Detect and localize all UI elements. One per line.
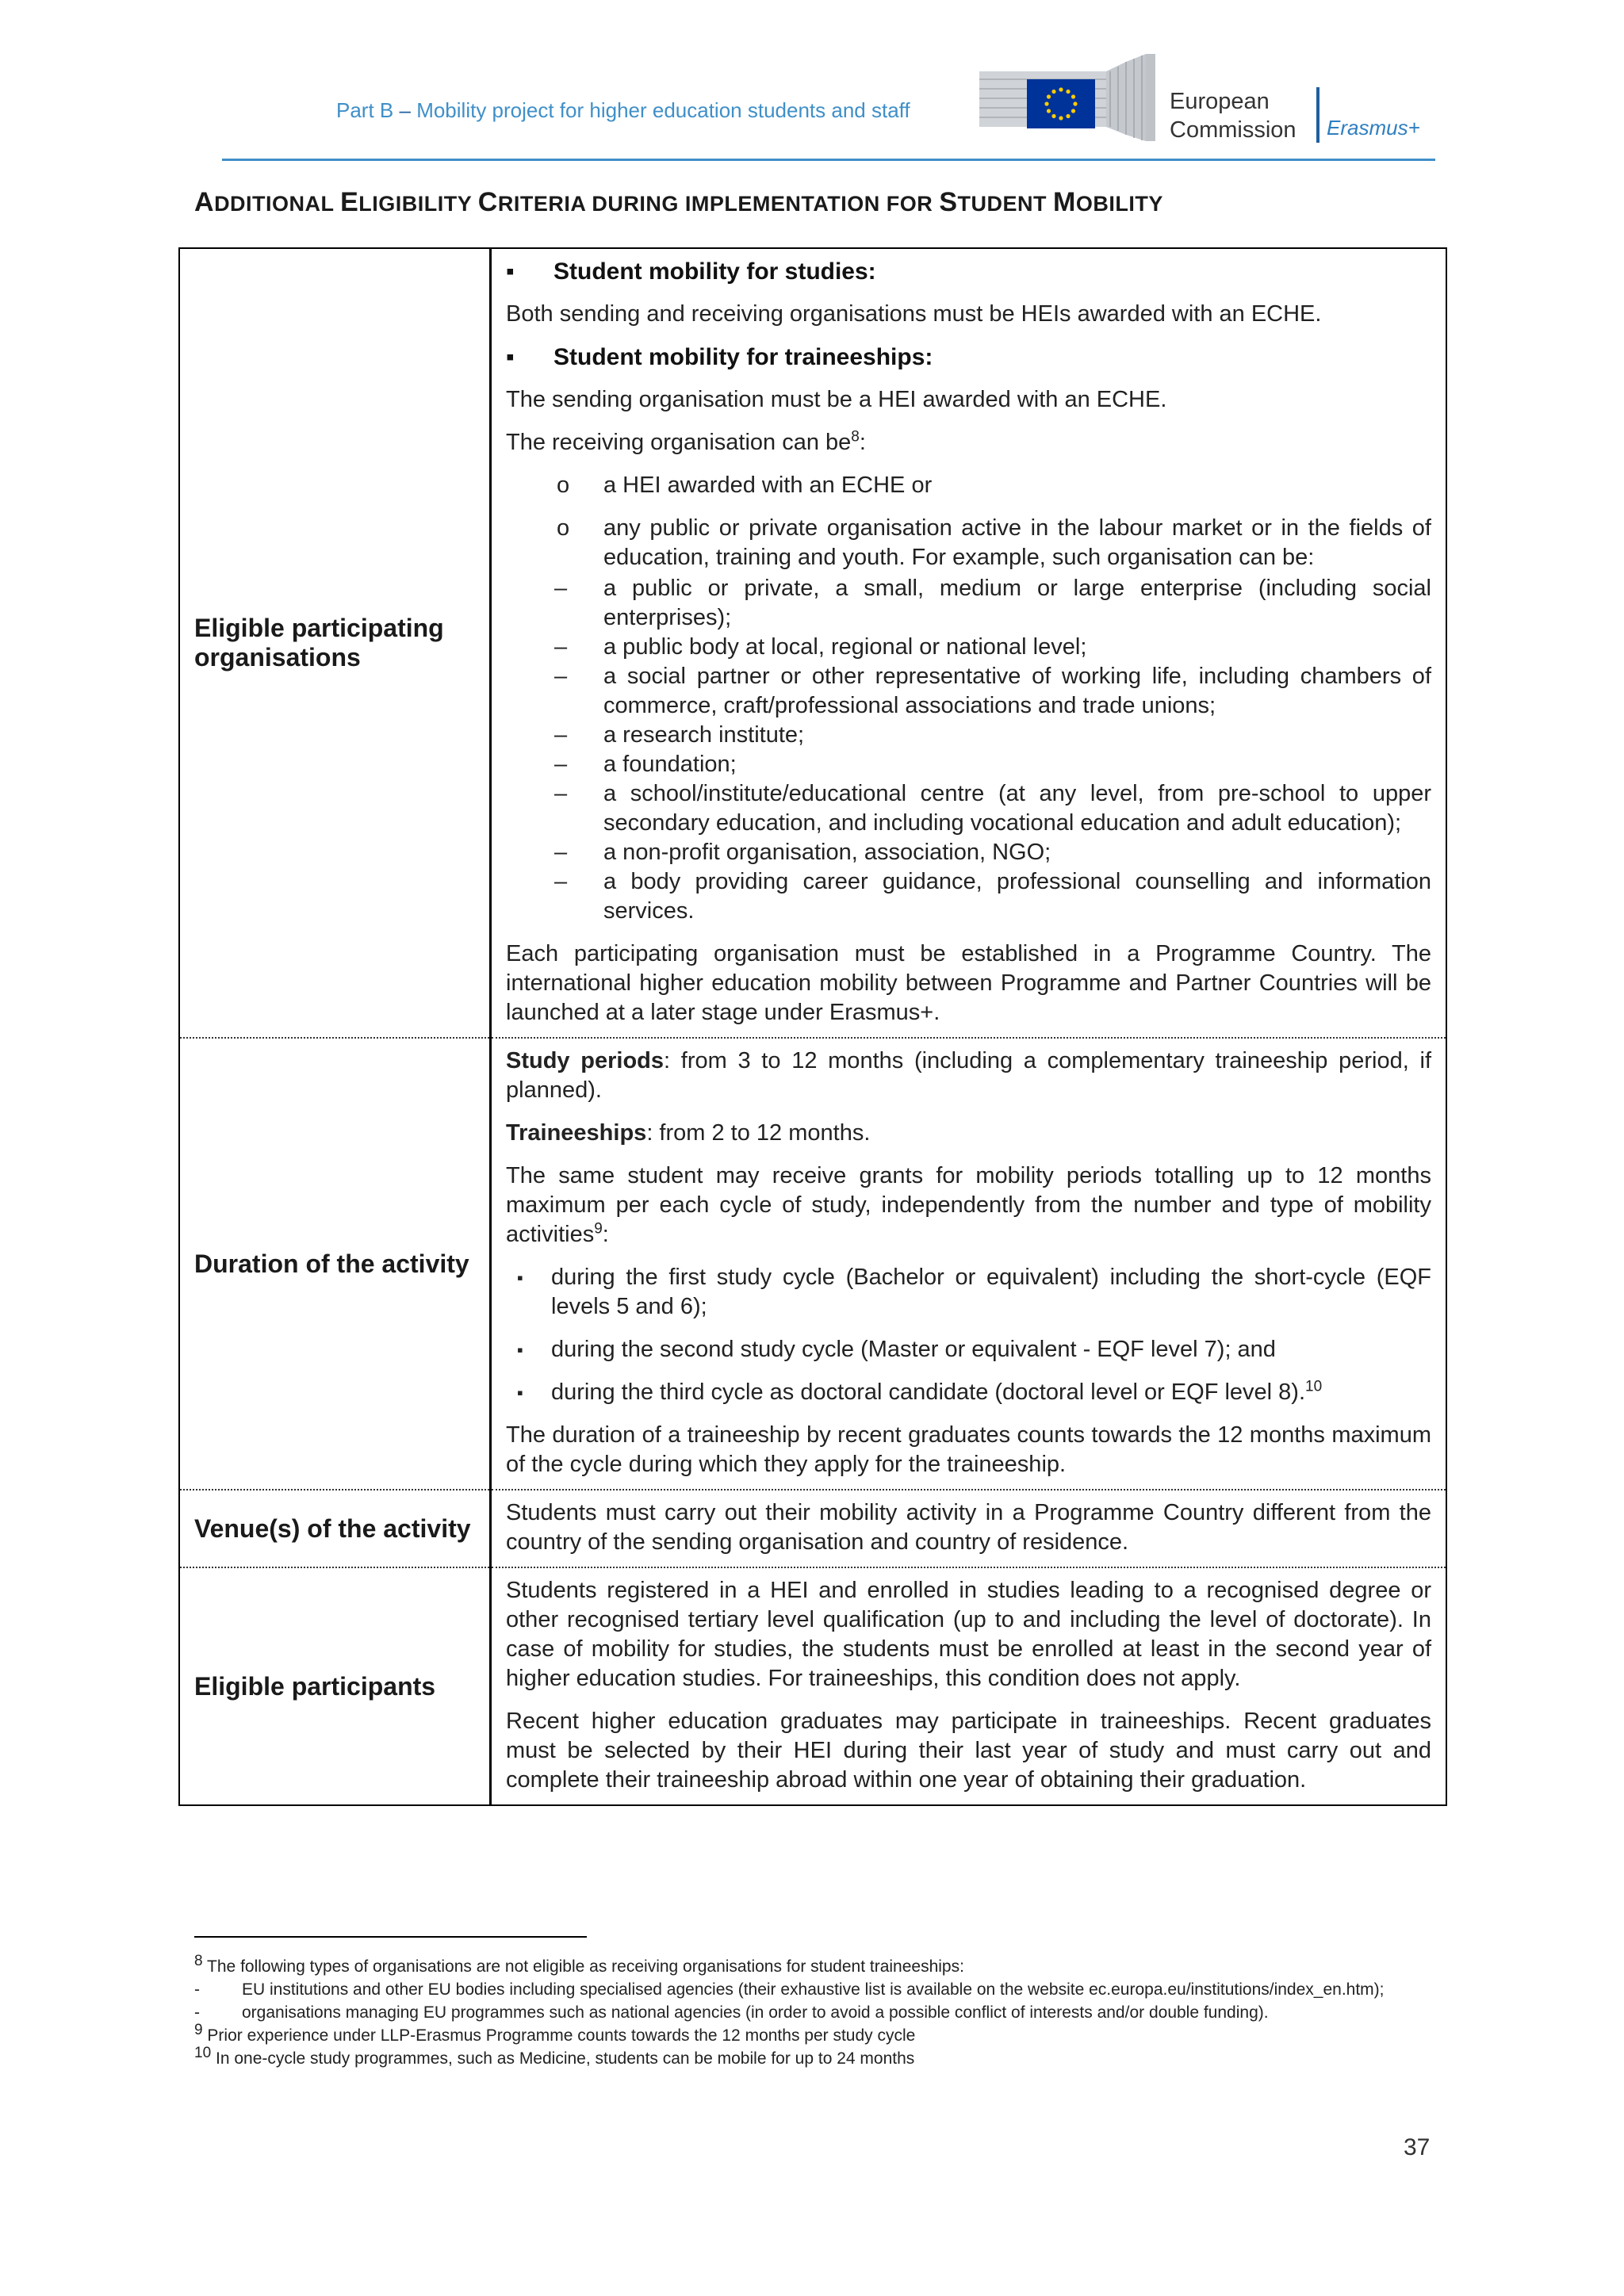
traineeships-receiving-text: The receiving organisation can $be^8$: [506,428,866,455]
circle-bullet-icon: o [557,515,570,541]
european-commission-logo [979,48,1435,151]
table-row-participants [179,1567,1446,1805]
list-item: – a public or private, a small, medium or large enterprise (including social enterprises); [554,576,1431,630]
table-row-venue [179,1490,1446,1567]
participants-text-2: Recent higher education graduates may participate in traineeships. Recent graduates must be selected by their HEI during their last year of study and must carry out and complete their traineeship abroad within one year of obtaining their graduation. [506,1709,1431,1793]
footnote-ref-10: 10 [1305,1378,1323,1395]
list-item: ▪ during the first study cycle (Bachelor or equivalent) including the short-cycle (EQF levels 5 and 6); [517,1265,1431,1319]
square-bullet-icon: ▪ [506,258,515,285]
dash-bullet-icon: – [554,781,568,806]
header-rule [222,159,1435,161]
dash-bullet-icon: – [554,664,568,689]
dash-bullet-icon: - [194,1980,200,1999]
square-bullet-icon: ▪ [517,1383,523,1402]
same-student-text: The same student may receive grants for mobility periods totalling up to 12 months maximum per each cycle of study, independently from the number and type of mobility activities$^9$: [506,1163,1431,1247]
row-label-venue: Venue(s) of the activity [179,1490,491,1567]
footnote-10: $^{10}$ In one-cycle study programmes, such as Medicine, students can be mobile for up to 24 months [194,2045,915,2068]
footnote-8-item-2: - organisations managing EU programmes such as national agencies (in order to avoid a possible conflict of interests and/or double funding). [194,2001,1431,2024]
header-title: Part B – Mobility project for higher education students and staff [336,98,910,122]
list-item: – a public body at local, regional or national level; [554,633,1431,662]
logo-text-european: European [1170,89,1270,114]
footnote-9: $^9$ Prior experience under LLP-Erasmus Programme counts towards the 12 months per study cycle [194,2022,916,2045]
row-label-organisations: Eligible participating organisations [179,248,491,1038]
footnotes [194,1955,1431,2070]
footnote-8: $^8$ The following types of organisations are not eligible as receiving organisations for student traineeships: [194,1953,964,1976]
study-cycles-list [506,1263,1431,1407]
footnote-ref-8: 8 [851,428,860,446]
square-bullet-icon: ▪ [506,344,515,370]
circle-bullet-icon: o [557,473,570,498]
logo-text-commission: Commission [1170,117,1297,143]
square-bullet-icon: ▪ [517,1268,523,1288]
table-row-organisations [179,248,1446,1038]
traineeships-sending-text: The sending organisation must be a HEI awarded with an ECHE. [506,387,1167,412]
logo-divider [1316,87,1320,143]
list-item: – a non-profit organisation, association, NGO; [554,838,1431,867]
list-item: ▪ during the third cycle as doctoral candidate (doctoral level or EQF level 8).$^{10}$ [506,1378,1431,1407]
receiving-options-list [506,471,1431,926]
footnote-8-item-1: - EU institutions and other EU bodies including specialised agencies (their exhaustive list is available on the website ec.europa.eu/institutions/index_en.htm); [194,1978,1431,2001]
row-label-participants: Eligible participants [179,1567,491,1805]
list-item: – a research institute; [554,721,1431,750]
table-row-duration [179,1038,1446,1490]
studies-text: Both sending and receiving organisations must be HEIs awarded with an ECHE. [506,301,1322,327]
dash-bullet-icon: – [554,576,568,601]
eu-flag-icon [1027,79,1095,128]
venue-text: Students must carry out their mobility activity in a Programme Country different from the country of the sending organisation and country of residence. [506,1500,1431,1555]
page-header [222,48,1435,159]
duration-closing-text: The duration of a traineeship by recent graduates counts towards the 12 months maximum of the cycle during which they apply for the traineeship. [506,1422,1431,1477]
dash-bullet-icon: – [554,634,568,660]
section-title: ADDITIONAL ELIGIBILITY CRITERIA DURING IMPLEMENTATION FOR STUDENT MOBILITY [194,187,1163,217]
row-label-duration: Duration of the activity [179,1038,491,1490]
list-item: – a school/institute/educational centre (at any level, from pre-school to upper secondary education, and including vocational education and adult education); [554,781,1431,836]
list-item: – a foundation; [554,750,1431,779]
footnote-separator [194,1936,587,1938]
organisation-types-list [554,574,1431,926]
page-number: 37 [1404,2134,1431,2160]
square-bullet-icon: ▪ [517,1340,523,1360]
row-content-organisations [491,248,1447,1038]
criteria-table [178,247,1447,1806]
traineeships-duration-text: Traineeships: from 2 to 12 months. [506,1120,871,1146]
row-content-duration [491,1038,1447,1490]
study-periods-text: Study periods: from 3 to 12 months (including a complementary traineeship period, if planned). [506,1048,1432,1103]
list-item: o any public or private organisation active in the labour market or in the fields of education, training and youth. For example, such organisation can be: – a public or private, a small, medium or large enterprise (including social enterprises); – a public body at local, regional or national level; – a social partner or other representative of working life, including chambers of commerce, craft/professional associations and trade unions; – a research institute; – a foundation; – a school/institute/educational centre (at any level, from pre-school to upper secondary education, and including vocational education and adult education); – a non-profit organisation, association, NGO; – a body providing career guidance, professional counselling and information services. [506,514,1431,926]
dash-bullet-icon: - [194,2003,200,2022]
footnote-ref-9: 9 [594,1220,603,1238]
traineeships-heading: ▪ Student mobility for traineeships: [506,344,933,370]
dash-bullet-icon: – [554,722,568,748]
organisations-closing-text: Each participating organisation must be established in a Programme Country. The international higher education mobility between Programme and Partner Countries will be launched at a later stage under Erasmus+. [506,941,1431,1025]
dash-bullet-icon: – [554,840,568,865]
list-item: o a HEI awarded with an ECHE or [506,471,1431,500]
row-content-participants [491,1567,1447,1805]
list-item: ▪ during the second study cycle (Master or equivalent - EQF level 7); and [506,1335,1431,1364]
studies-heading: ▪ Student mobility for studies: [506,258,876,285]
dash-bullet-icon: – [554,752,568,777]
row-content-venue [491,1490,1447,1567]
list-item: – a social partner or other representative of working life, including chambers of commerce, craft/professional associations and trade unions; [554,664,1431,718]
dash-bullet-icon: – [554,869,568,894]
logo-text-erasmus: Erasmus+ [1327,116,1420,140]
list-item: – a body providing career guidance, professional counselling and information services. [554,869,1431,924]
participants-text-1: Students registered in a HEI and enrolled in studies leading to a recognised degree or other recognised tertiary level qualification (up to and including the level of doctorate). In case of mobility for studies, the students must be enrolled at least in the second year of higher education studies. For traineeships, this condition does not apply. [506,1578,1431,1691]
